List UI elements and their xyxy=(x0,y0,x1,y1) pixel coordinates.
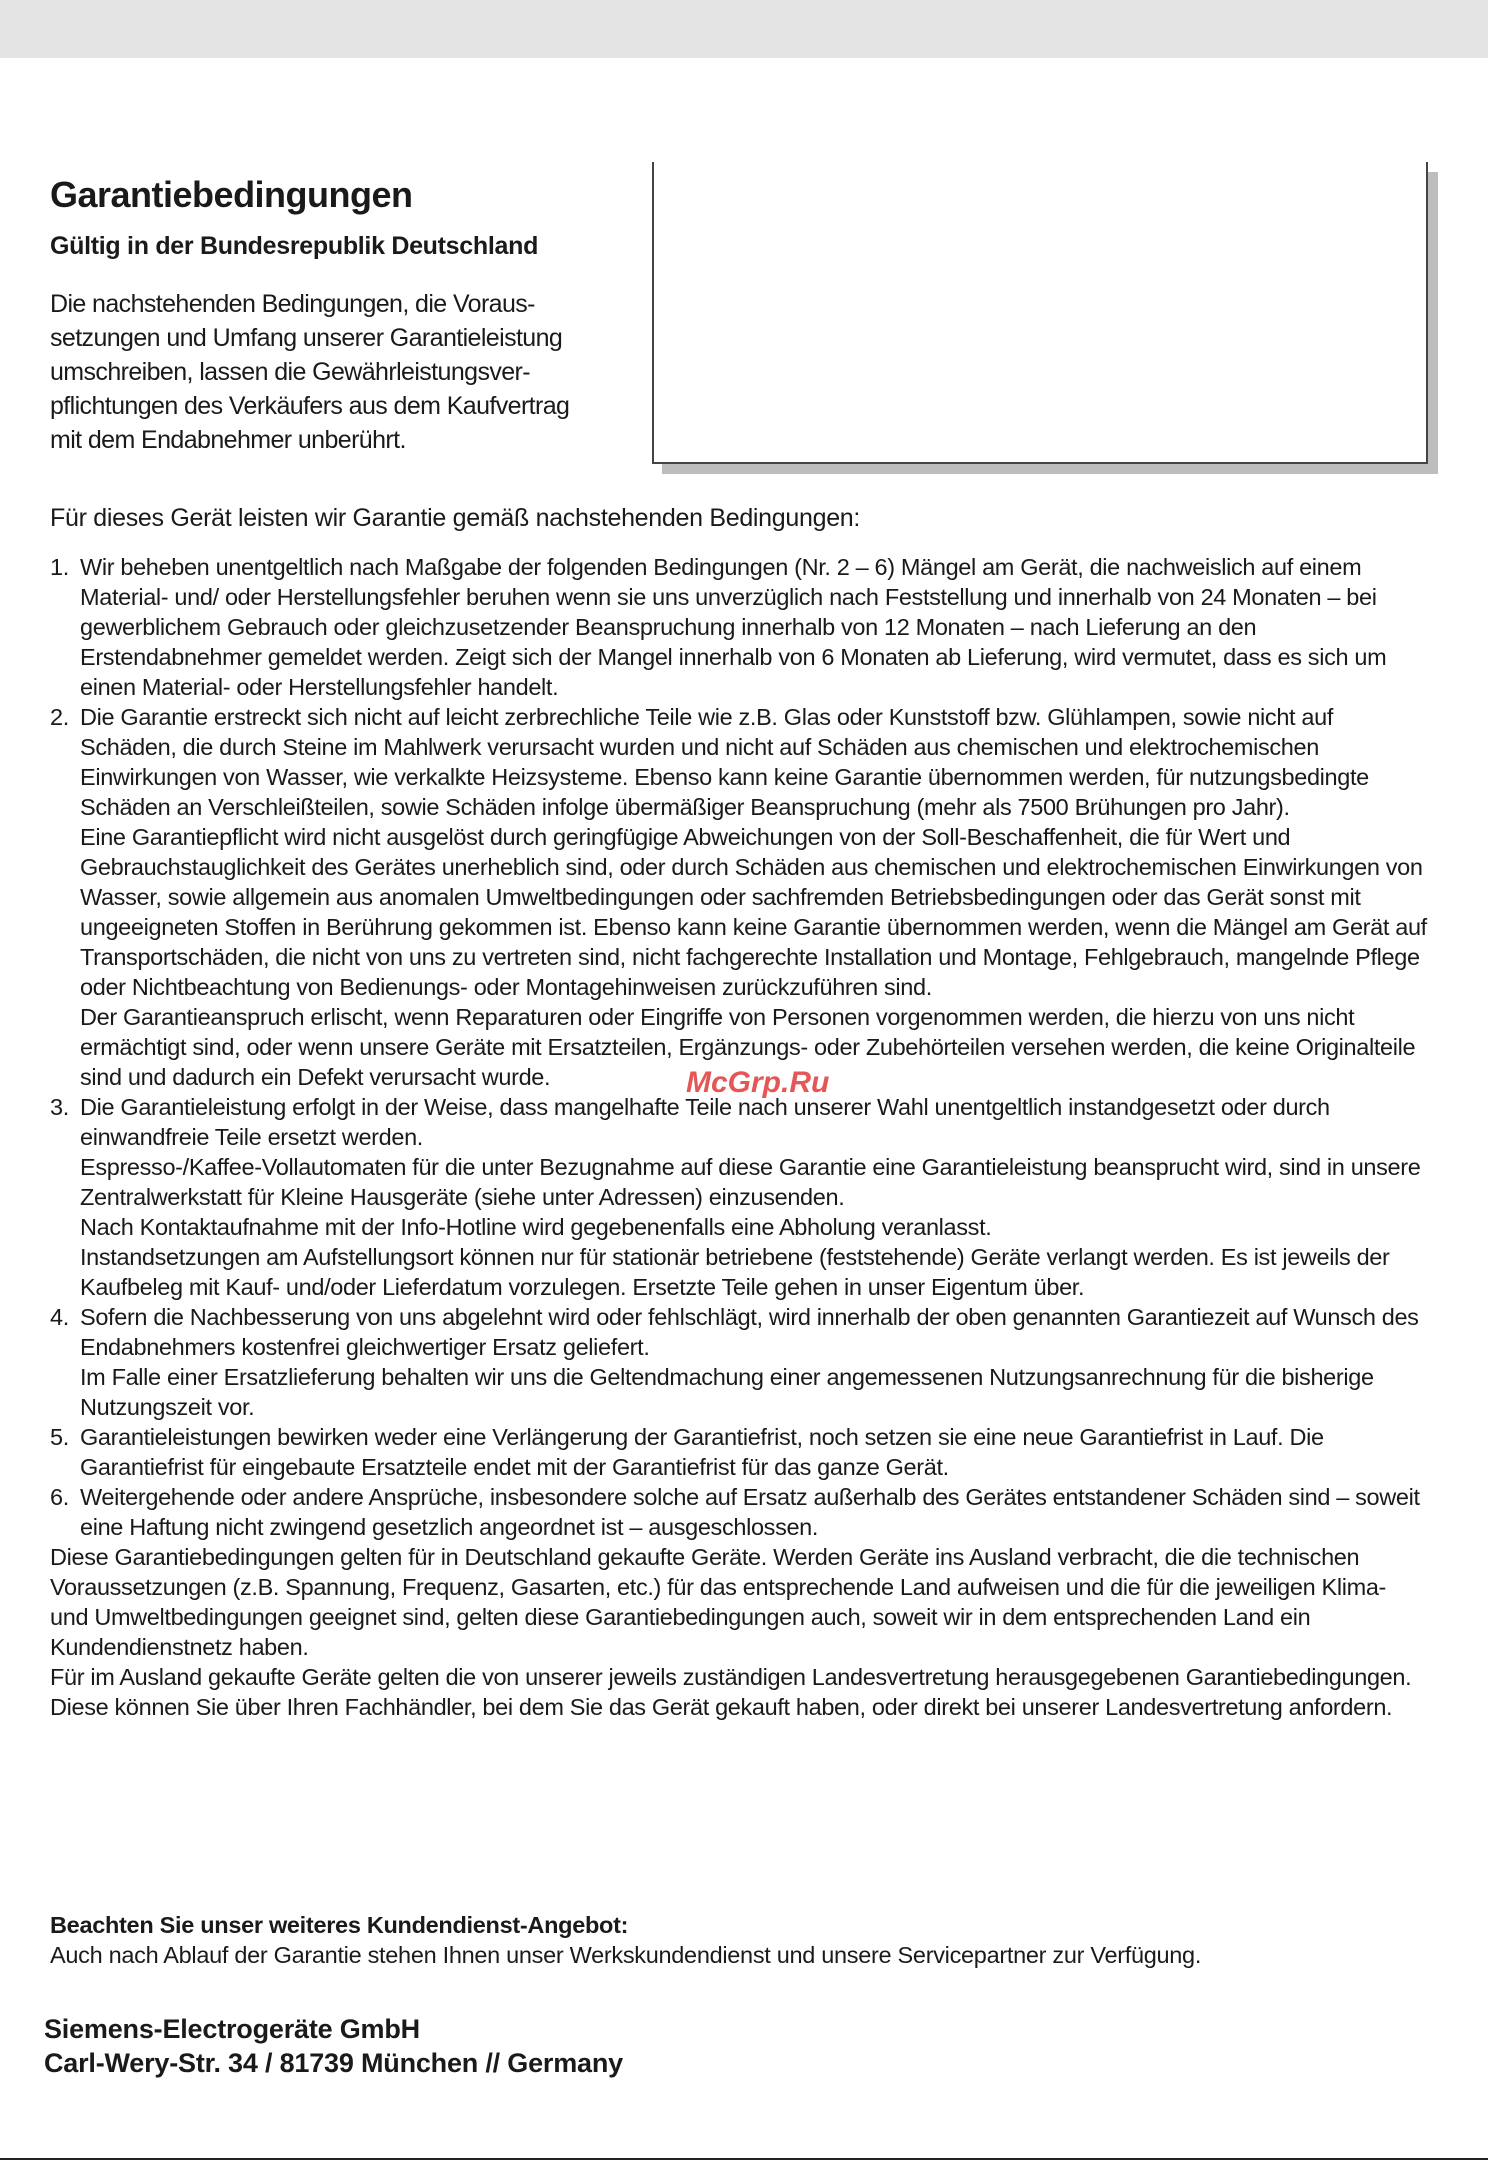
condition-paragraph: Nach Kontaktaufnahme mit der Info-Hotline wird gegebenenfalls eine Abholung veranlasst. xyxy=(80,1214,992,1240)
closing-text xyxy=(50,1542,1430,1722)
dealer-stamp-box xyxy=(652,162,1428,464)
condition-paragraph: Sofern die Nachbesserung von uns abgelehnt wird oder fehlschlägt, wird innerhalb der oben genannten Garantiezeit auf Wunsch des Endabnehmers kostenfrei gleichwertiger Ersatz geliefert. xyxy=(80,1304,1419,1360)
watermark: McGrp.Ru xyxy=(686,1066,830,1099)
conditions-list xyxy=(50,552,1430,1722)
page-subtitle: Gültig in der Bundesrepublik Deutschland xyxy=(50,232,539,260)
condition-paragraph: Espresso-/Kaffee-Vollautomaten für die unter Bezugnahme auf diese Garantie eine Garantieleistung beansprucht wird, sind in unsere Zentralwerkstatt für Kleine Hausgeräte (siehe unter Adressen) einzusenden. xyxy=(80,1154,1421,1210)
condition-number: 3. xyxy=(50,1094,69,1120)
condition-item-4 xyxy=(50,1302,1430,1422)
bottom-rule xyxy=(0,2158,1488,2160)
condition-paragraph: Im Falle einer Ersatzlieferung behalten wir uns die Geltendmachung einer angemessenen Nutzungsanrechnung für die bisherige Nutzungszeit vor. xyxy=(80,1364,1374,1420)
lead-sentence: Für dieses Gerät leisten wir Garantie gemäß nachstehenden Bedingungen: xyxy=(50,504,861,532)
condition-item-2 xyxy=(50,702,1430,1092)
page-title: Garantiebedingungen xyxy=(50,174,413,215)
company-block xyxy=(44,2012,623,2080)
condition-number: 4. xyxy=(50,1304,69,1330)
condition-paragraph: Weitergehende oder andere Ansprüche, insbesondere solche auf Ersatz außerhalb des Gerätes entstandener Schäden sind – soweit eine Haftung nicht zwingend gesetzlich angeordnet ist – ausgeschlossen. xyxy=(80,1484,1420,1540)
condition-number: 6. xyxy=(50,1484,69,1510)
intro-line: mit dem Endabnehmer unberührt. xyxy=(50,426,406,454)
condition-paragraph: Instandsetzungen am Aufstellungsort können nur für stationär betriebene (feststehende) Geräte verlangt werden. Es ist jeweils der Kaufbeleg mit Kauf- und/oder Lieferdatum vorzulegen. Ersetzte Teile gehen in unser Eigentum über. xyxy=(80,1244,1390,1300)
condition-item-1 xyxy=(50,552,1430,702)
condition-item-5 xyxy=(50,1422,1430,1482)
condition-paragraph: Der Garantieanspruch erlischt, wenn Reparaturen oder Eingriffe von Personen vorgenommen werden, die hierzu von uns nicht ermächtigt sind, oder wenn unsere Geräte mit Ersatzteilen, Ergänzungs- oder Zubehörteilen versehen werden, die keine Originalteile sind und dadurch ein Defekt verursacht wurde. xyxy=(80,1004,1416,1090)
intro-line: Die nachstehenden Bedingungen, die Voraus- xyxy=(50,290,535,318)
condition-number: 1. xyxy=(50,554,69,580)
intro-line: pflichtungen des Verkäufers aus dem Kaufvertrag xyxy=(50,392,570,420)
condition-paragraph: Garantieleistungen bewirken weder eine Verlängerung der Garantiefrist, noch setzen sie eine neue Garantiefrist in Lauf. Die Garantiefrist für eingebaute Ersatzteile endet mit der Garantiefrist für das ganze Gerät. xyxy=(80,1424,1324,1480)
closing-paragraph: Für im Ausland gekaufte Geräte gelten die von unserer jeweils zuständigen Landesvertretung herausgegebenen Garantiebedingungen. Diese können Sie über Ihren Fachhändler, bei dem Sie das Gerät gekauft haben, oder direkt bei unserer Landesvertretung anfordern. xyxy=(50,1664,1412,1720)
service-notice-heading: Beachten Sie unser weiteres Kundendienst-Angebot: xyxy=(50,1912,629,1938)
condition-item-3 xyxy=(50,1092,1430,1302)
closing-paragraph: Diese Garantiebedingungen gelten für in Deutschland gekaufte Geräte. Werden Geräte ins Ausland verbracht, die die technischen Voraussetzungen (z.B. Spannung, Frequenz, Gasarten, etc.) für das entsprechende Land aufweisen und die für die jeweiligen Klima- und Umweltbedingungen geeignet sind, gelten diese Garantiebedingungen auch, soweit wir in dem entsprechenden Land ein Kundendienstnetz haben. xyxy=(50,1544,1387,1660)
condition-number: 2. xyxy=(50,704,69,730)
intro-line: setzungen und Umfang unserer Garantieleistung xyxy=(50,324,563,352)
condition-item-6 xyxy=(50,1482,1430,1542)
condition-number: 5. xyxy=(50,1424,69,1450)
top-gray-bar xyxy=(0,0,1488,58)
condition-paragraph: Wir beheben unentgeltlich nach Maßgabe der folgenden Bedingungen (Nr. 2 – 6) Mängel am Gerät, die nachweislich auf einem Material- und/ oder Herstellungsfehler beruhen wenn sie uns unverzüglich nach Feststellung und innerhalb von 24 Monaten – bei gewerblichem Gebrauch oder gleichzusetzender Beanspruchung innerhalb von 12 Monaten – nach Lieferung an den Erstendabnehmer gemeldet werden. Zeigt sich der Mangel innerhalb von 6 Monaten ab Lieferung, wird vermutet, dass es sich um einen Material- oder Herstellungsfehler handelt. xyxy=(80,554,1387,700)
intro-line: umschreiben, lassen die Gewährleistungsver- xyxy=(50,358,530,386)
company-name: Siemens-Electrogeräte GmbH xyxy=(44,2014,420,2044)
company-address: Carl-Wery-Str. 34 / 81739 München // Germany xyxy=(44,2048,623,2078)
condition-paragraph: Die Garantieleistung erfolgt in der Weise, dass mangelhafte Teile nach unserer Wahl unentgeltlich instandgesetzt oder durch einwandfreie Teile ersetzt werden. xyxy=(80,1094,1330,1150)
condition-paragraph: Die Garantie erstreckt sich nicht auf leicht zerbrechliche Teile wie z.B. Glas oder Kunststoff bzw. Glühlampen, sowie nicht auf Schäden, die durch Steine im Mahlwerk verursacht wurden und nicht auf Schäden aus chemischen und elektrochemischen Einwirkungen von Wasser, wie verkalkte Heizsysteme. Ebenso kann keine Garantie übernommen werden, für nutzungsbedingte Schäden an Verschleißteilen, sowie Schäden infolge übermäßiger Beanspruchung (mehr als 7500 Brühungen pro Jahr). xyxy=(80,704,1369,820)
condition-paragraph: Eine Garantiepflicht wird nicht ausgelöst durch geringfügige Abweichungen von der Soll-Beschaffenheit, die für Wert und Gebrauchstauglichkeit des Gerätes unerheblich sind, oder durch Schäden aus chemischen und elektrochemischen Einwirkungen von Wasser, sowie allgemein aus anomalen Umweltbedingungen oder sachfremden Betriebsbedingungen oder das Gerät sonst mit ungeeigneten Stoffen in Berührung gekommen ist. Ebenso kann keine Garantie übernommen werden, wenn die Mängel am Gerät auf Transportschäden, die nicht von uns zu vertreten sind, nicht fachgerechte Installation und Montage, Fehlgebrauch, mangelnde Pflege oder Nichtbeachtung von Bedienungs- oder Montagehinweisen zurückzuführen sind. xyxy=(80,824,1427,1000)
service-notice xyxy=(50,1910,1201,1970)
service-notice-text: Auch nach Ablauf der Garantie stehen Ihnen unser Werkskundendienst und unsere Servicepartner zur Verfügung. xyxy=(50,1942,1202,1968)
intro-text xyxy=(50,287,650,457)
